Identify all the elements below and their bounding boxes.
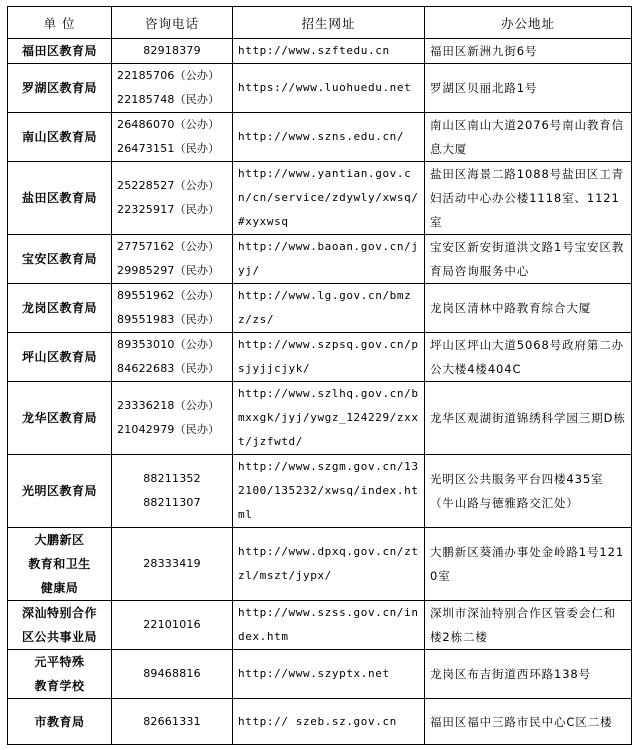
- unit-name-line: 福田区教育局: [21, 44, 97, 58]
- header-website: 招生网址: [233, 7, 425, 39]
- cell-website: http:// szeb.sz.gov.cn: [233, 699, 425, 745]
- table-row: [8, 284, 632, 333]
- table-row: [8, 528, 632, 601]
- cell-phone: [112, 39, 233, 64]
- cell-website: http://www.dpxq.gov.cn/ztzl/mszt/jypx/: [233, 528, 425, 601]
- cell-address: 光明区公共服务平台四楼435室（牛山路与德雅路交汇处）: [425, 455, 632, 528]
- cell-address: 福田区新洲九街6号: [425, 39, 632, 64]
- table-row: [8, 650, 632, 699]
- cell-website: http://www.yantian.gov.cn/cn/service/zdywly/xwsq/#xyxwsq: [233, 162, 425, 235]
- unit-name-line: 南山区教育局: [21, 130, 97, 144]
- cell-unit: [8, 64, 112, 113]
- cell-address: 盐田区海景二路1088号盐田区工青妇活动中心办公楼1118室、1121室: [425, 162, 632, 235]
- cell-address: 大鹏新区葵涌办事处金岭路1号1210室: [425, 528, 632, 601]
- phone-number: 89551962（公办）: [117, 289, 220, 302]
- table-row: [8, 64, 632, 113]
- cell-unit: [8, 601, 112, 650]
- cell-unit: [8, 113, 112, 162]
- unit-name-line: 宝安区教育局: [21, 252, 97, 266]
- unit-name-line: 元平特殊: [34, 655, 85, 669]
- unit-name-line: 教育和卫生: [28, 557, 91, 571]
- cell-phone: [112, 64, 233, 113]
- cell-phone: [112, 699, 233, 745]
- phone-number: 82918379: [143, 44, 201, 57]
- phone-number: 25228527（公办）: [117, 179, 220, 192]
- table-row: [8, 162, 632, 235]
- phone-number: 21042979（民办）: [117, 423, 220, 436]
- cell-website: http://www.szns.edu.cn/: [233, 113, 425, 162]
- unit-name-line: 市教育局: [34, 714, 85, 729]
- cell-unit: [8, 455, 112, 528]
- cell-address: 罗湖区贝丽北路1号: [425, 64, 632, 113]
- education-bureau-directory-table: [7, 6, 632, 745]
- phone-number: 89551983（民办）: [117, 313, 220, 326]
- phone-number: 26473151（民办）: [117, 142, 220, 155]
- phone-number: 23336218（公办）: [117, 399, 220, 412]
- unit-name-line: 坪山区教育局: [21, 350, 97, 364]
- phone-number: 27757162（公办）: [117, 240, 220, 253]
- cell-unit: [8, 528, 112, 601]
- cell-website: http://www.szlhq.gov.cn/bmxxgk/jyj/ywgz_124229/zxxt/jzfwtd/: [233, 382, 425, 455]
- cell-address: 坪山区坪山大道5068号政府第二办公大楼4楼404C: [425, 333, 632, 382]
- phone-number: 28333419: [143, 557, 201, 570]
- cell-website: http://www.szftedu.cn: [233, 39, 425, 64]
- table-row: [8, 699, 632, 745]
- cell-address: 宝安区新安街道洪文路1号宝安区教育局咨询服务中心: [425, 235, 632, 284]
- cell-website: http://www.szyptx.net: [233, 650, 425, 699]
- cell-unit: [8, 284, 112, 333]
- phone-number: 29985297（民办）: [117, 264, 220, 277]
- cell-phone: [112, 455, 233, 528]
- unit-name-line: 深汕特别合作: [21, 606, 97, 620]
- phone-number: 88211352: [143, 472, 201, 485]
- phone-number: 26486070（公办）: [117, 118, 220, 131]
- phone-number: 22185748（民办）: [117, 93, 220, 106]
- unit-name-line: 大鹏新区: [34, 533, 85, 547]
- table-body: [8, 39, 632, 745]
- cell-website: http://www.baoan.gov.cn/jyj/: [233, 235, 425, 284]
- table-row: [8, 39, 632, 64]
- table-row: [8, 333, 632, 382]
- cell-unit: [8, 699, 112, 745]
- table-row: [8, 455, 632, 528]
- cell-address: 福田区福中三路市民中心C区二楼: [425, 699, 632, 745]
- cell-unit: [8, 333, 112, 382]
- table-row: [8, 382, 632, 455]
- cell-unit: [8, 382, 112, 455]
- cell-phone: [112, 333, 233, 382]
- cell-phone: [112, 528, 233, 601]
- cell-website: http://www.szgm.gov.cn/132100/135232/xwsq/index.html: [233, 455, 425, 528]
- unit-name-line: 区公共事业局: [21, 630, 97, 644]
- table-row: [8, 235, 632, 284]
- cell-phone: [112, 113, 233, 162]
- phone-number: 88211307: [143, 496, 201, 509]
- table-row: [8, 601, 632, 650]
- cell-phone: [112, 601, 233, 650]
- cell-phone: [112, 235, 233, 284]
- cell-website: http://www.szss.gov.cn/index.htm: [233, 601, 425, 650]
- cell-phone: [112, 162, 233, 235]
- phone-number: 82661331: [143, 714, 201, 728]
- phone-number: 89468816: [143, 667, 201, 680]
- header-address: 办公地址: [425, 7, 632, 39]
- unit-name-line: 罗湖区教育局: [21, 81, 97, 95]
- cell-phone: [112, 284, 233, 333]
- phone-number: 89353010（公办）: [117, 338, 220, 351]
- cell-unit: [8, 39, 112, 64]
- phone-number: 84622683（民办）: [117, 362, 220, 375]
- cell-unit: [8, 235, 112, 284]
- cell-website: http://www.szpsq.gov.cn/psjyjjcjyk/: [233, 333, 425, 382]
- phone-number: 22101016: [143, 618, 201, 631]
- cell-address: 龙华区观湖街道锦绣科学园三期D栋: [425, 382, 632, 455]
- header-phone: 咨询电话: [112, 7, 233, 39]
- table-row: [8, 113, 632, 162]
- phone-number: 22185706（公办）: [117, 69, 220, 82]
- cell-phone: [112, 650, 233, 699]
- unit-name-line: 光明区教育局: [21, 484, 97, 498]
- cell-unit: [8, 650, 112, 699]
- cell-address: 南山区南山大道2076号南山教育信息大厦: [425, 113, 632, 162]
- cell-unit: [8, 162, 112, 235]
- cell-website: https://www.luohuedu.net: [233, 64, 425, 113]
- cell-address: 龙岗区清林中路教育综合大厦: [425, 284, 632, 333]
- header-unit: 单 位: [8, 7, 112, 39]
- header-row: [8, 7, 632, 39]
- cell-website: http://www.lg.gov.cn/bmzz/zs/: [233, 284, 425, 333]
- unit-name-line: 盐田区教育局: [21, 191, 97, 205]
- cell-address: 深圳市深汕特别合作区管委会仁和楼2栋二楼: [425, 601, 632, 650]
- unit-name-line: 龙华区教育局: [21, 411, 97, 425]
- unit-name-line: 教育学校: [34, 679, 85, 693]
- phone-number: 22325917（民办）: [117, 203, 220, 216]
- unit-name-line: 健康局: [40, 581, 79, 595]
- cell-address: 龙岗区布吉街道西环路138号: [425, 650, 632, 699]
- cell-phone: [112, 382, 233, 455]
- unit-name-line: 龙岗区教育局: [21, 301, 97, 315]
